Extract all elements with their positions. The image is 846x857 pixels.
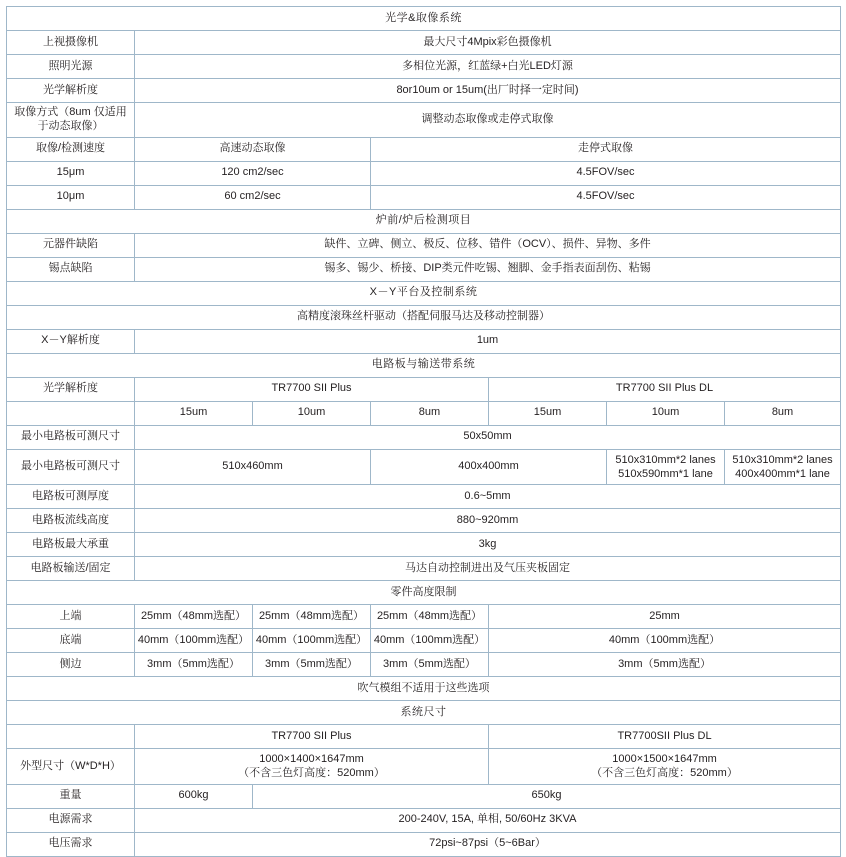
value-system-model-a: TR7700 SII Plus xyxy=(135,725,489,749)
table-row xyxy=(7,79,841,103)
table-row xyxy=(7,509,841,533)
value-15um-stop: 4.5FOV/sec xyxy=(371,161,841,185)
value-system-weight-a: 600kg xyxy=(135,784,253,808)
label-optical-resolution: 光学解析度 xyxy=(7,79,135,103)
table-row xyxy=(7,808,841,832)
value-dimension-b-line2: （不含三色灯高度：520mm） xyxy=(591,767,738,780)
value-col-10um-a: 10um xyxy=(253,401,371,425)
value-10um-dynamic: 60 cm2/sec xyxy=(135,185,371,209)
value-dimension-a-line2: （不含三色灯高度：520mm） xyxy=(238,767,385,780)
label-solder-defect: 锡点缺陷 xyxy=(7,257,135,281)
label-dimension: 外型尺寸（W*D*H） xyxy=(7,749,135,785)
note-blow-module: 吹气模组不适用于这些选项 xyxy=(7,677,841,701)
value-height-bottom-3: 40mm（100mm选配） xyxy=(371,629,489,653)
table-row xyxy=(7,233,841,257)
value-15um-dynamic: 120 cm2/sec xyxy=(135,161,371,185)
value-dimension-b-line1: 1000×1500×1647mm xyxy=(612,753,717,766)
value-xy-drive: 高精度滚珠丝杆驱动（搭配伺服马达及移动控制器） xyxy=(7,305,841,329)
value-line-height: 880~920mm xyxy=(135,509,841,533)
value-max-board-size-c xyxy=(607,449,725,485)
label-component-defect: 元器件缺陷 xyxy=(7,233,135,257)
label-board-optical-resolution: 光学解析度 xyxy=(7,377,135,401)
label-board-weight: 电路板最大承重 xyxy=(7,533,135,557)
section-header-board: 电路板与输送带系统 xyxy=(7,353,841,377)
label-system-weight: 重量 xyxy=(7,784,135,808)
value-height-side-3: 3mm（5mm选配） xyxy=(371,653,489,677)
label-empty-cell xyxy=(7,401,135,425)
label-light-source: 照明光源 xyxy=(7,55,135,79)
section-header-inspection: 炉前/炉后检测项目 xyxy=(7,209,841,233)
value-col-15um-b: 15um xyxy=(489,401,607,425)
table-row xyxy=(7,485,841,509)
table-row xyxy=(7,749,841,785)
table-row xyxy=(7,209,841,233)
value-capture-mode: 调整动态取像或走停式取像 xyxy=(135,103,841,138)
table-row xyxy=(7,161,841,185)
table-row xyxy=(7,257,841,281)
value-dimension-b xyxy=(489,749,841,785)
value-10um-stop: 4.5FOV/sec xyxy=(371,185,841,209)
value-height-top-4: 25mm xyxy=(489,605,841,629)
value-speed-dynamic-header: 高速动态取像 xyxy=(135,137,371,161)
label-system-model xyxy=(7,725,135,749)
label-power-requirement: 电源需求 xyxy=(7,808,135,832)
value-height-bottom-1: 40mm（100mm选配） xyxy=(135,629,253,653)
label-voltage-requirement: 电压需求 xyxy=(7,832,135,856)
value-height-side-2: 3mm（5mm选配） xyxy=(253,653,371,677)
value-top-camera: 最大尺寸4Mpix彩色摄像机 xyxy=(135,31,841,55)
value-power-requirement: 200-240V, 15A, 单相, 50/60Hz 3KVA xyxy=(135,808,841,832)
value-system-weight-b: 650kg xyxy=(253,784,841,808)
value-height-bottom-4: 40mm（100mm选配） xyxy=(489,629,841,653)
value-max-board-size-d-line1: 510x310mm*2 lanes xyxy=(732,453,833,466)
table-row xyxy=(7,185,841,209)
value-col-10um-b: 10um xyxy=(607,401,725,425)
table-row xyxy=(7,701,841,725)
value-col-15um-a: 15um xyxy=(135,401,253,425)
value-height-top-3: 25mm（48mm选配） xyxy=(371,605,489,629)
value-col-8um-a: 8um xyxy=(371,401,489,425)
table-row xyxy=(7,353,841,377)
table-row xyxy=(7,377,841,401)
table-row xyxy=(7,605,841,629)
label-min-board-size: 最小电路板可测尺寸 xyxy=(7,425,135,449)
label-board-transfer: 电路板输送/固定 xyxy=(7,557,135,581)
label-height-top: 上端 xyxy=(7,605,135,629)
table-row xyxy=(7,103,841,138)
table-row xyxy=(7,329,841,353)
table-row xyxy=(7,557,841,581)
value-min-board-size: 50x50mm xyxy=(135,425,841,449)
value-optical-resolution: 8or10um or 15um(出厂时择一定时间) xyxy=(135,79,841,103)
label-height-side: 侧边 xyxy=(7,653,135,677)
value-max-board-size-a: 510x460mm xyxy=(135,449,371,485)
specification-table xyxy=(6,6,841,857)
value-dimension-a xyxy=(135,749,489,785)
label-max-board-size: 最小电路板可测尺寸 xyxy=(7,449,135,485)
label-15um: 15μm xyxy=(7,161,135,185)
section-header-optics: 光学&取像系统 xyxy=(7,7,841,31)
value-speed-stop-header: 走停式取像 xyxy=(371,137,841,161)
table-row xyxy=(7,137,841,161)
value-height-side-1: 3mm（5mm选配） xyxy=(135,653,253,677)
table-row xyxy=(7,55,841,79)
value-model-a: TR7700 SII Plus xyxy=(135,377,489,401)
value-component-defect: 缺件、立碑、侧立、极反、位移、错件（OCV）、损件、异物、多件 xyxy=(135,233,841,257)
value-height-side-4: 3mm（5mm选配） xyxy=(489,653,841,677)
table-row xyxy=(7,401,841,425)
value-board-weight: 3kg xyxy=(135,533,841,557)
table-row xyxy=(7,629,841,653)
value-system-model-b: TR7700SII Plus DL xyxy=(489,725,841,749)
value-board-thickness: 0.6~5mm xyxy=(135,485,841,509)
table-row xyxy=(7,784,841,808)
value-voltage-requirement: 72psi~87psi（5~6Bar） xyxy=(135,832,841,856)
label-capture-mode: 取像方式（8um 仅适用于动态取像） xyxy=(7,103,135,138)
section-header-height-limit: 零件高度限制 xyxy=(7,581,841,605)
value-board-transfer: 马达自动控制进出及气压夹板固定 xyxy=(135,557,841,581)
value-height-top-1: 25mm（48mm选配） xyxy=(135,605,253,629)
table-row xyxy=(7,832,841,856)
value-xy-resolution: 1um xyxy=(135,329,841,353)
value-dimension-a-line1: 1000×1400×1647mm xyxy=(259,753,364,766)
value-max-board-size-b: 400x400mm xyxy=(371,449,607,485)
value-max-board-size-d xyxy=(725,449,841,485)
value-model-b: TR7700 SII Plus DL xyxy=(489,377,841,401)
value-light-source: 多相位光源，红蓝绿+白光LED灯源 xyxy=(135,55,841,79)
table-row xyxy=(7,725,841,749)
value-solder-defect: 锡多、锡少、桥接、DIP类元件吃锡、翘脚、金手指表面刮伤、粘锡 xyxy=(135,257,841,281)
label-line-height: 电路板流线高度 xyxy=(7,509,135,533)
table-row xyxy=(7,281,841,305)
table-row xyxy=(7,449,841,485)
table-row xyxy=(7,305,841,329)
section-header-system-size: 系统尺寸 xyxy=(7,701,841,725)
value-max-board-size-c-line2: 510x590mm*1 lane xyxy=(618,467,713,480)
value-height-top-2: 25mm（48mm选配） xyxy=(253,605,371,629)
label-top-camera: 上视摄像机 xyxy=(7,31,135,55)
table-row xyxy=(7,7,841,31)
label-10um: 10μm xyxy=(7,185,135,209)
table-row xyxy=(7,677,841,701)
table-row xyxy=(7,581,841,605)
table-row xyxy=(7,31,841,55)
table-row xyxy=(7,425,841,449)
section-header-xy: X－Y平台及控制系统 xyxy=(7,281,841,305)
label-capture-speed: 取像/检测速度 xyxy=(7,137,135,161)
value-col-8um-b: 8um xyxy=(725,401,841,425)
value-max-board-size-c-line1: 510x310mm*2 lanes xyxy=(615,453,716,466)
label-height-bottom: 底端 xyxy=(7,629,135,653)
label-xy-resolution: X－Y解析度 xyxy=(7,329,135,353)
label-board-thickness: 电路板可测厚度 xyxy=(7,485,135,509)
value-height-bottom-2: 40mm（100mm选配） xyxy=(253,629,371,653)
table-row xyxy=(7,533,841,557)
value-max-board-size-d-line2: 400x400mm*1 lane xyxy=(735,467,830,480)
table-row xyxy=(7,653,841,677)
